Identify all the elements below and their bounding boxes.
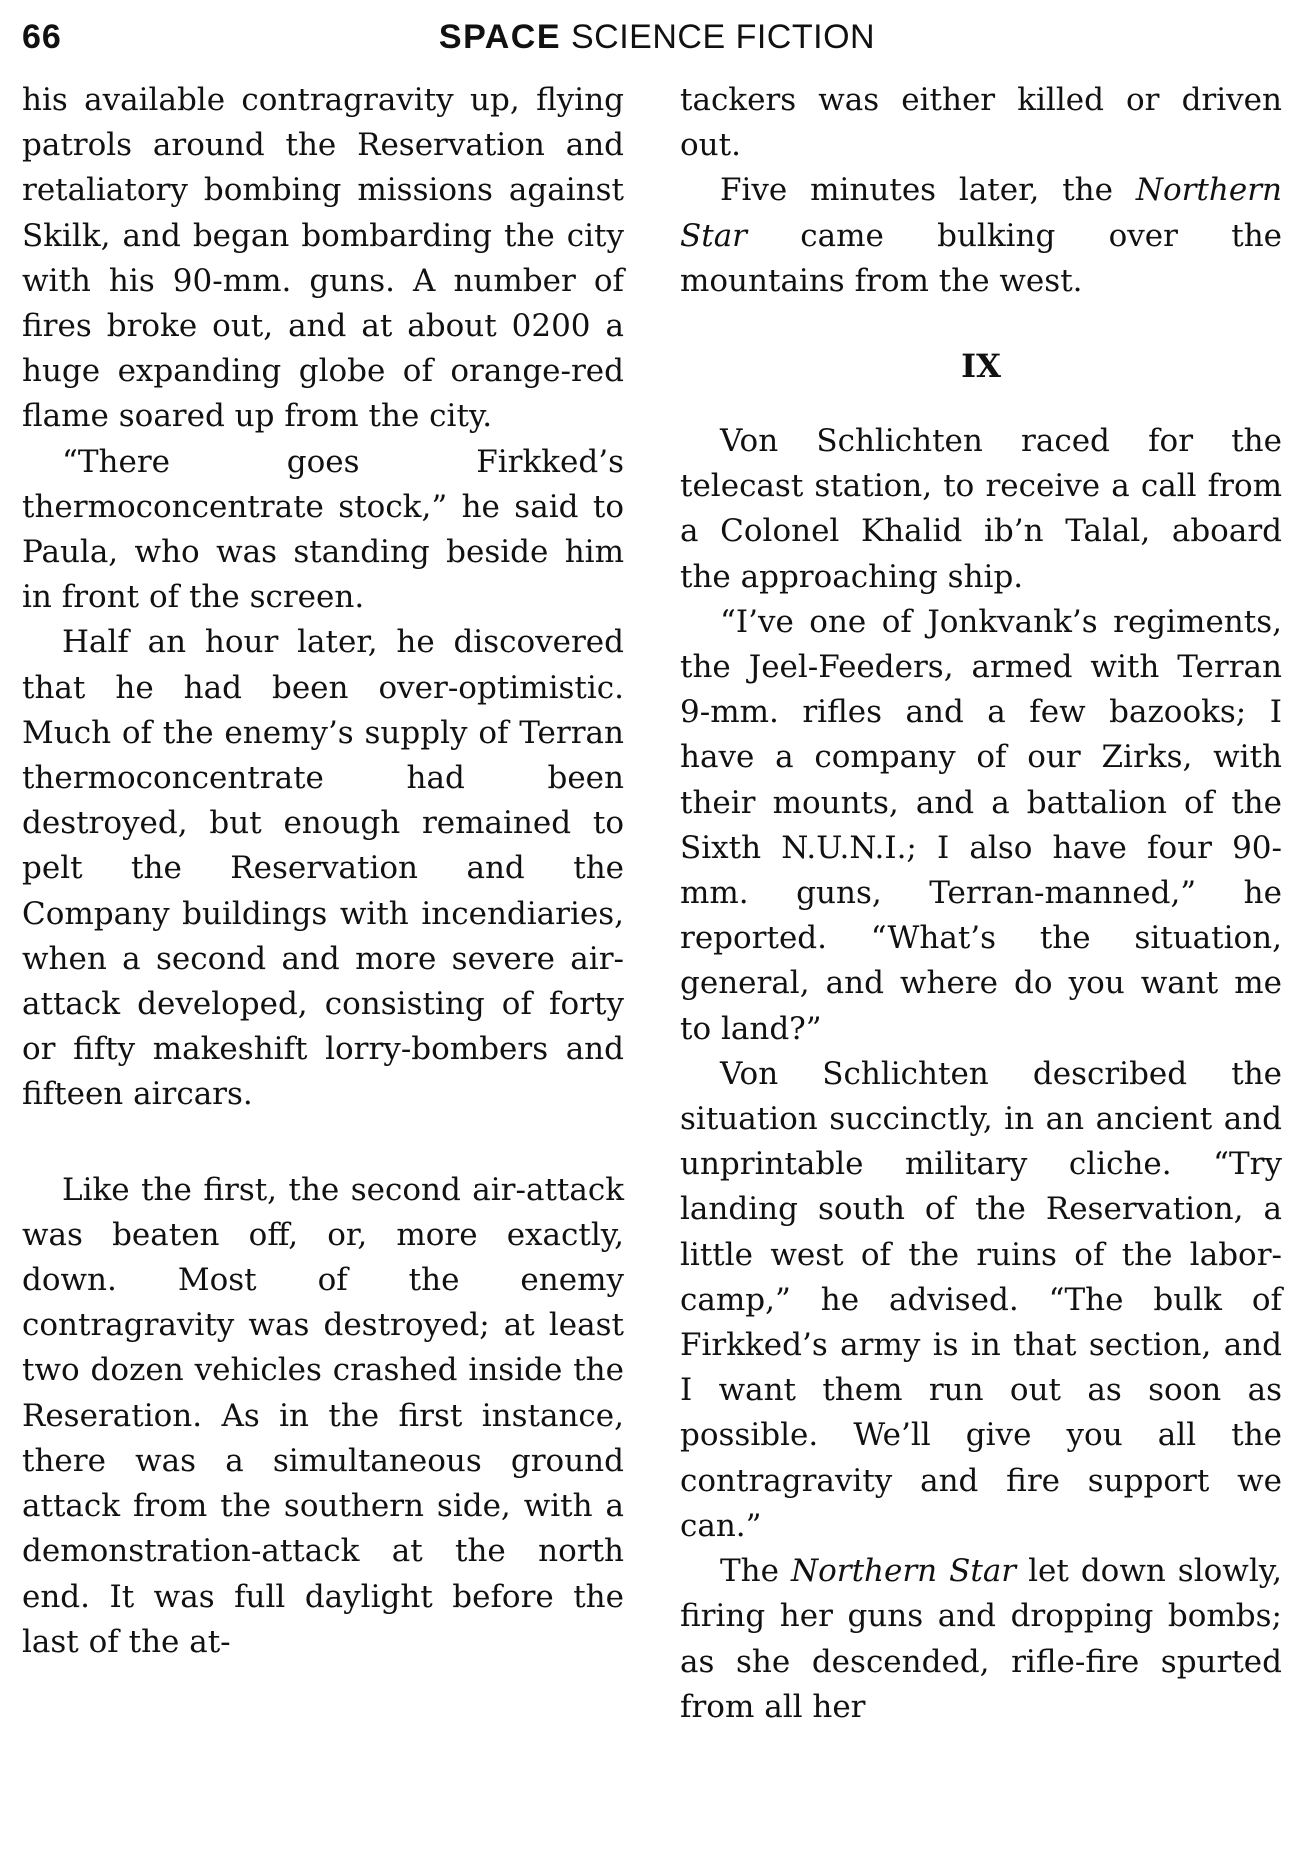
ship-name: Northern Star xyxy=(680,172,1282,254)
paragraph: tackers was either killed or driven out. xyxy=(680,82,1282,164)
paragraph: “There goes Firkked’s thermoconcentrate stock,” he said to Paula, who was standing beside him in front of the screen. xyxy=(22,443,624,616)
ship-name: Northern Star xyxy=(790,1553,1017,1590)
text-run: The xyxy=(720,1553,791,1590)
magazine-title-bold: SPACE xyxy=(438,18,562,56)
paragraph xyxy=(680,1549,1282,1730)
chapter-heading: IX xyxy=(961,347,1001,386)
text-run: came bulking over the mountains from the west. xyxy=(680,217,1282,299)
paragraph: “I’ve one of Jonkvank’s regiments, the Jeel-Feeders, armed with Terran 9-mm. rifles and a few bazooks; I have a company of our Zirks, with their mounts, and a battalion of the Sixth N.U.N.I.; I also have four 90-mm. guns, Terran-manned,” he reported. “What’s the situation, general, and where do you want me to land?” xyxy=(680,603,1282,1047)
text-run: let down slowly, firing her guns and dropping bombs; as she descended, rifle-fire spurted from all her xyxy=(680,1553,1282,1725)
text-run: Five minutes later, the xyxy=(720,172,1136,209)
running-head xyxy=(22,14,1292,64)
paragraph: Half an hour later, he discovered that he had been over-optimistic. Much of the enemy’s supply of Terran thermoconcentrate had been destroyed, but enough remained to pelt the Reservation and the Company buildings with incendiaries, when a second and more severe air-attack developed, consisting of forty or fifty makeshift lorry-bombers and fifteen aircars. xyxy=(22,624,624,1113)
paragraph: his available contragravity up, flying patrols around the Reservation and retaliatory bombing missions against Skilk, and began bombarding the city with his 90-mm. guns. A number of fires broke out, and at about 0200 a huge expanding globe of orange-red flame soared up from the city. xyxy=(22,82,624,435)
magazine-title xyxy=(22,18,1292,57)
page-number: 66 xyxy=(22,18,62,56)
right-column xyxy=(680,78,1282,1730)
paragraph: Like the first, the second air-attack was beaten off, or, more exactly, down. Most of the enemy contragravity was destroyed; at least two dozen vehicles crashed inside the Reseration. As in the first instance, there was a simultaneous ground attack from the southern side, with a demonstration-attack at the north end. It was full daylight before the last of the at- xyxy=(22,1171,624,1660)
paragraph: Von Schlichten raced for the telecast station, to receive a call from a Colonel Khalid ib’n Talal, aboard the approaching ship. xyxy=(680,423,1282,595)
paragraph: Von Schlichten described the situation succinctly, in an ancient and unprintable military cliche. “Try landing south of the Reservation, a little west of the ruins of the labor-camp,” he advised. “The bulk of Firkked’s army is in that section, and I want them run out as soon as possible. We’ll give you all the contragravity and fire support we can.” xyxy=(680,1055,1282,1544)
magazine-title-rest: SCIENCE FICTION xyxy=(561,18,876,56)
left-column xyxy=(22,78,624,1665)
paragraph xyxy=(680,168,1282,304)
